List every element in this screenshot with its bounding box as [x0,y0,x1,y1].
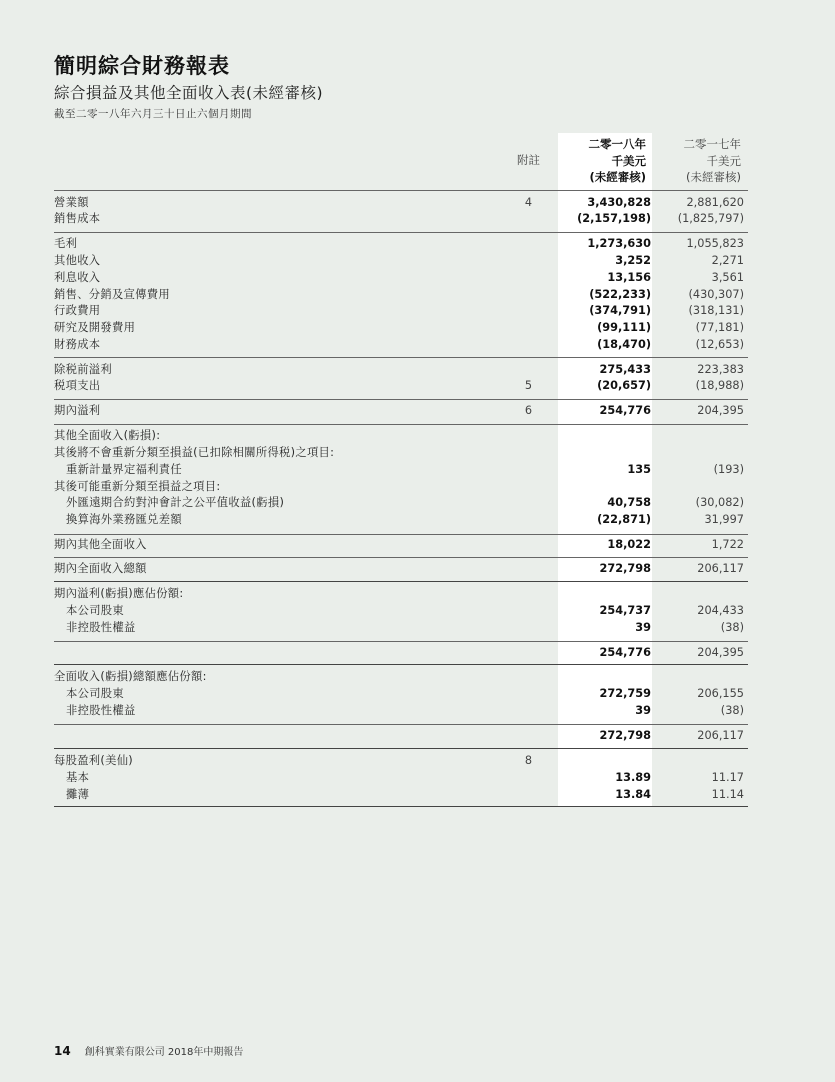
table-row [0,703,835,720]
value-2018: (99,111) [597,321,651,334]
table-row [0,253,835,270]
row-label: 攤薄 [66,788,90,801]
table-row [0,728,835,745]
table-row [0,403,835,420]
row-label: 其他全面收入(虧損): [54,429,161,442]
value-2018: 18,022 [607,538,651,551]
row-label: 財務成本 [54,338,101,351]
rule [54,399,748,400]
col2018-year: 二零一八年 [588,137,646,151]
table-row [0,195,835,212]
rule [54,357,748,358]
col2017-unit: 千美元 [706,153,741,168]
value-2017: 31,997 [704,513,744,526]
table-row [0,211,835,228]
table-row [0,586,835,603]
table-row [0,362,835,379]
value-2018: (2,157,198) [577,212,651,225]
row-label: 税項支出 [54,379,101,392]
row-label: 其後將不會重新分類至損益(已扣除相關所得税)之項目: [54,446,335,459]
value-2017: (430,307) [688,288,744,301]
row-label: 其他收入 [54,254,101,267]
table-row [0,337,835,354]
row-label: 行政費用 [54,304,101,317]
row-label: 其後可能重新分類至損益之項目: [54,480,221,493]
row-label: 毛利 [54,237,78,250]
row-label: 期內全面收入總額 [54,562,147,575]
row-note: 5 [524,379,532,392]
value-2018: (374,791) [589,304,651,317]
rule [54,641,748,642]
value-2017: 1,722 [711,538,744,551]
table-row [0,686,835,703]
value-2018: 13.84 [615,788,651,801]
value-2018: 272,798 [599,729,651,742]
value-2017: 204,433 [697,604,744,617]
value-2017: (193) [713,463,744,476]
value-2018: 254,776 [599,404,651,417]
value-2017: 11.14 [711,788,744,801]
table-row [0,378,835,395]
table-row [0,495,835,512]
rule [54,664,748,665]
table-row [0,561,835,578]
table-row [0,512,835,529]
table-row [0,287,835,304]
col2018-unit: 千美元 [611,153,646,168]
page-number: 14 [54,1044,71,1058]
report-name: 創科實業有限公司 2018年中期報告 [84,1047,244,1058]
table-row [0,787,835,804]
table-row [0,270,835,287]
row-note: 8 [524,754,532,767]
row-label: 營業額 [54,196,89,209]
rule [54,232,748,233]
value-2018: 272,798 [599,562,651,575]
table-row [0,320,835,337]
row-label: 外匯遠期合約對沖會計之公平值收益(虧損) [66,496,285,509]
row-label: 本公司股東 [66,604,124,617]
page-title: 簡明綜合財務報表 [54,54,230,78]
rule [54,724,748,725]
col2017-audit: (未經審核) [686,170,741,184]
rule [54,748,748,749]
value-2018: 1,273,630 [587,237,651,250]
row-label: 基本 [66,771,90,784]
row-label: 銷售、分銷及宣傳費用 [54,288,170,301]
table-row [0,620,835,637]
value-2018: 254,776 [599,646,651,659]
column-header-2018 [558,136,646,186]
value-2017: (77,181) [695,321,744,334]
row-note: 4 [524,196,532,209]
row-label: 研究及開發費用 [54,321,136,334]
table-row [0,669,835,686]
value-2017: (1,825,797) [677,212,744,225]
value-2017: 2,271 [711,254,744,267]
value-2017: (38) [720,704,744,717]
table-row [0,428,835,445]
row-label: 利息收入 [54,271,101,284]
table-row [0,645,835,662]
value-2018: 272,759 [599,687,651,700]
value-2017: 204,395 [697,404,744,417]
value-2017: (38) [720,621,744,634]
rule [54,190,748,191]
value-2017: 2,881,620 [686,196,744,209]
row-label: 除税前溢利 [54,363,112,376]
table-row [0,479,835,496]
col2017-year: 二零一七年 [683,137,741,151]
row-label: 重新計量界定福利責任 [66,463,182,476]
rule [54,581,748,582]
value-2017: 204,395 [697,646,744,659]
value-2017: 3,561 [711,271,744,284]
value-2017: (12,653) [695,338,744,351]
row-label: 換算海外業務匯兑差額 [66,513,182,526]
value-2018: 3,252 [615,254,651,267]
table-row [0,236,835,253]
page-footer [54,1043,243,1058]
row-note: 6 [524,404,532,417]
value-2017: 223,383 [697,363,744,376]
table-row [0,537,835,554]
value-2018: 39 [635,621,651,634]
row-label: 每股盈利(美仙) [54,754,133,767]
value-2018: (18,470) [597,338,651,351]
table-row [0,303,835,320]
value-2018: 135 [627,463,651,476]
row-label: 期內溢利 [54,404,101,417]
value-2018: 13,156 [607,271,651,284]
rule [54,557,748,558]
col2018-audit: (未經審核) [589,170,646,184]
row-label: 銷售成本 [54,212,101,225]
row-label: 非控股性權益 [66,704,136,717]
value-2017: 1,055,823 [686,237,744,250]
value-2018: 275,433 [599,363,651,376]
column-header-2017 [652,136,741,186]
value-2018: (22,871) [597,513,651,526]
value-2017: (30,082) [695,496,744,509]
value-2018: (20,657) [597,379,651,392]
value-2018: (522,233) [589,288,651,301]
value-2017: (318,131) [688,304,744,317]
row-label: 本公司股東 [66,687,124,700]
value-2017: 11.17 [711,771,744,784]
value-2018: 13.89 [615,771,651,784]
table-row [0,462,835,479]
value-2018: 3,430,828 [587,196,651,209]
rule [54,534,748,535]
value-2017: 206,155 [697,687,744,700]
value-2018: 39 [635,704,651,717]
table-row [0,753,835,770]
rule [54,424,748,425]
value-2018: 254,737 [599,604,651,617]
table-row [0,603,835,620]
value-2017: 206,117 [697,562,744,575]
row-label: 全面收入(虧損)總額應佔份額: [54,670,207,683]
row-label: 期內溢利(虧損)應佔份額: [54,587,184,600]
row-label: 非控股性權益 [66,621,136,634]
value-2017: 206,117 [697,729,744,742]
statement-subtitle: 綜合損益及其他全面收入表(未經審核) [54,84,324,102]
statement-period: 截至二零一八年六月三十日止六個月期間 [54,108,252,120]
table-row [0,770,835,787]
table-row [0,445,835,462]
value-2017: (18,988) [695,379,744,392]
value-2018: 40,758 [607,496,651,509]
rule [54,806,748,807]
note-column-header: 附註 [517,153,540,167]
row-label: 期內其他全面收入 [54,538,147,551]
